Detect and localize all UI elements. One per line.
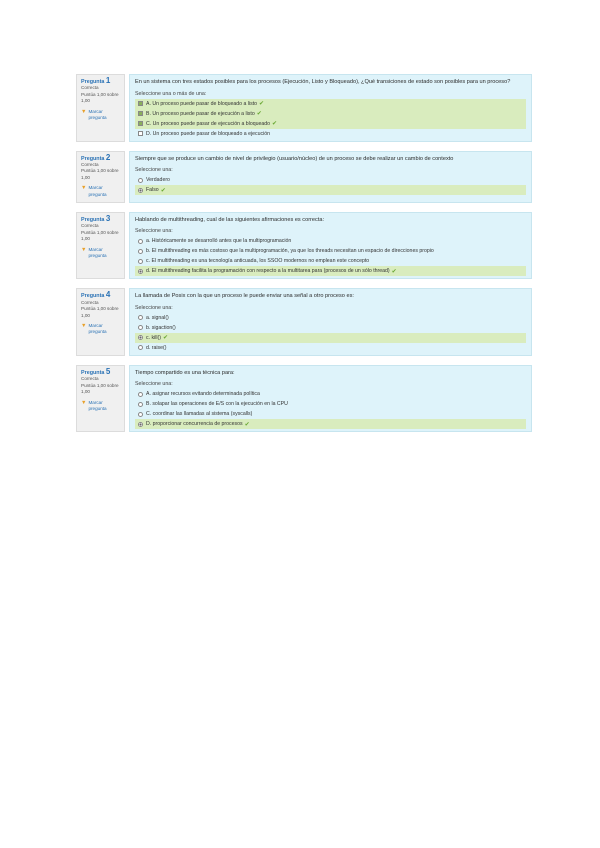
question-status: Correcta: [81, 85, 99, 91]
question-status: Correcta: [81, 223, 99, 229]
question-content: [129, 288, 532, 356]
answer-option[interactable]: [135, 175, 526, 185]
answer-radio[interactable]: [138, 178, 143, 183]
question-number: [81, 366, 121, 376]
answer-radio[interactable]: [138, 422, 143, 427]
answer-prompt: Seleccione una:: [135, 167, 173, 173]
answer-list: [135, 99, 526, 139]
answer-checkbox[interactable]: [138, 111, 143, 116]
question-number-value: 1: [105, 76, 111, 85]
answer-option[interactable]: [135, 236, 526, 246]
question-content: [129, 365, 532, 433]
flag-label: Marcar pregunta: [88, 185, 107, 197]
question-label: Pregunta: [81, 79, 105, 85]
flag-icon: ▼: [81, 108, 87, 115]
answer-text: B. solapar las operaciones de E/S con la ejecución en la CPU: [146, 401, 288, 408]
question-text: Hablando de multithreading, cual de las siguientes afirmaciones es correcta:: [135, 216, 325, 223]
question-number-value: 5: [105, 366, 111, 376]
answer-option[interactable]: [135, 333, 526, 343]
answer-radio[interactable]: [138, 315, 143, 320]
answer-text: a. Históricamente se desarrolló antes que la multiprogramación: [146, 238, 292, 245]
answer-option[interactable]: [135, 99, 526, 109]
answer-radio[interactable]: [138, 335, 143, 340]
answer-text: Verdadero: [146, 177, 170, 183]
answer-text: D. proporcionar concurrencia de procesos: [146, 421, 243, 428]
answer-prompt: Seleccione una:: [135, 304, 173, 311]
question-text: En un sistema con tres estados posibles para los procesos (Ejecución, Listo y Bloqueado), ¿Qué transiciones de estado son posibles para un proceso?: [135, 79, 511, 85]
question-score: Puntúa 1,00 sobre 1,00: [81, 382, 119, 395]
question-text: Siempre que se produce un cambio de nivel de privilegio (usuario/núcleo) de un proceso se debe realizar un cambio de contexto: [135, 155, 454, 162]
answer-text: B. Un proceso puede pasar de ejecución a listo: [146, 110, 255, 117]
question-content: [129, 212, 532, 280]
answer-radio[interactable]: [138, 188, 143, 193]
question-score: Puntúa 1,00 sobre 1,00: [81, 91, 119, 104]
answer-radio[interactable]: [138, 259, 143, 264]
flag-question-link[interactable]: [81, 109, 121, 122]
flag-icon: ▼: [81, 185, 87, 192]
answer-text: a. signal(): [146, 314, 169, 321]
answer-option[interactable]: [135, 256, 526, 266]
answer-text: d. El multithreading facilita la programación con respecto a la multitarea para (procesos de un sólo thread): [146, 268, 390, 275]
flag-question-link[interactable]: [81, 400, 121, 413]
flag-label: Marcar pregunta: [88, 323, 107, 335]
answer-text: C. Un proceso puede pasar de ejecución a bloqueado: [146, 120, 271, 127]
answer-option[interactable]: [135, 246, 526, 256]
answer-radio[interactable]: [138, 345, 143, 350]
answer-text: C. coordinar las llamadas al sistema (syscalls): [146, 411, 253, 418]
answer-text: D. Un proceso puede pasar de bloqueado a ejecución: [146, 130, 271, 137]
answer-prompt: Seleccione una o más de una:: [135, 90, 207, 97]
question-score: Puntúa 1,00 sobre 1,00: [81, 306, 119, 318]
check-icon: ✔: [244, 421, 250, 428]
question-label: Pregunta: [81, 155, 105, 162]
flag-icon: ▼: [81, 246, 87, 253]
question-block: [76, 365, 532, 433]
question-info: [76, 212, 125, 280]
answer-text: b. sigaction(): [146, 324, 176, 331]
answer-prompt: Seleccione una:: [135, 228, 173, 235]
answer-list: [135, 313, 526, 353]
answer-checkbox[interactable]: [138, 121, 143, 126]
question-block: [76, 74, 532, 142]
question-block: [76, 288, 532, 356]
answer-prompt: Seleccione una:: [135, 381, 173, 388]
question-label: Pregunta: [81, 293, 105, 300]
question-status: Correcta: [81, 376, 99, 382]
answer-text: Falso: [146, 187, 159, 193]
answer-text: A. asignar recursos evitando determinada política: [146, 391, 260, 398]
quiz-review: [76, 74, 532, 441]
flag-label: Marcar pregunta: [88, 246, 107, 258]
question-score: Puntúa 1,00 sobre 1,00: [81, 168, 119, 180]
answer-checkbox[interactable]: [138, 131, 143, 136]
question-number: [81, 152, 121, 162]
question-text: La llamada de Posix con la que un proceso le puede enviar una señal a otro proceso es:: [135, 293, 354, 300]
answer-radio[interactable]: [138, 412, 143, 417]
answer-radio[interactable]: [138, 392, 143, 397]
question-score: Puntúa 1,00 sobre 1,00: [81, 229, 119, 242]
answer-checkbox[interactable]: [138, 101, 143, 106]
question-info: [76, 365, 125, 433]
answer-option[interactable]: [135, 266, 526, 276]
question-info: [76, 288, 125, 356]
check-icon: ✔: [162, 335, 169, 342]
question-label: Pregunta: [81, 216, 105, 223]
check-icon: ✔: [259, 101, 265, 107]
answer-list: [135, 389, 526, 429]
question-text: Tiempo compartido es una técnica para:: [135, 369, 235, 376]
flag-question-link[interactable]: [81, 247, 121, 260]
question-block: [76, 212, 532, 280]
flag-icon: ▼: [81, 323, 87, 330]
answer-list: [135, 236, 526, 276]
question-block: [76, 151, 532, 203]
answer-option[interactable]: [135, 119, 526, 129]
question-content: [129, 151, 532, 203]
answer-text: c. kill(): [146, 334, 161, 341]
answer-list: [135, 175, 526, 195]
answer-radio[interactable]: [138, 269, 143, 274]
answer-option[interactable]: [135, 109, 526, 119]
answer-text: A. Un proceso puede pasar de bloqueado a listo: [146, 100, 258, 107]
answer-radio[interactable]: [138, 239, 143, 244]
question-status: Correcta: [81, 161, 99, 167]
question-number-value: 2: [105, 152, 111, 162]
answer-text: c. El multithreading es una tecnología anticuada, los SSOO modernos no emplean este concepto: [146, 258, 370, 265]
answer-option[interactable]: [135, 185, 526, 195]
question-info: [76, 74, 125, 142]
question-content: [129, 74, 532, 142]
check-icon: ✔: [272, 121, 278, 127]
question-number: [81, 78, 121, 85]
answer-text: b. El multithreading es más costoso que la multiprogramación, ya que los threads necesitan un espacio de direcciones propio: [146, 248, 434, 255]
question-number-value: 4: [105, 290, 111, 300]
answer-option[interactable]: [135, 389, 526, 399]
question-number-value: 3: [105, 213, 111, 223]
question-label: Pregunta: [81, 369, 105, 376]
check-icon: ✔: [160, 187, 166, 194]
flag-question-link[interactable]: [81, 323, 121, 336]
answer-option[interactable]: [135, 343, 526, 353]
flag-label: Marcar pregunta: [88, 108, 107, 121]
flag-label: Marcar pregunta: [88, 399, 107, 411]
answer-text: d. raise(): [146, 344, 167, 351]
answer-option[interactable]: [135, 323, 526, 333]
flag-icon: ▼: [81, 399, 87, 406]
answer-option[interactable]: [135, 399, 526, 409]
check-icon: ✔: [391, 268, 397, 275]
question-number: [81, 213, 121, 223]
question-status: Correcta: [81, 299, 99, 305]
answer-option[interactable]: [135, 129, 526, 139]
answer-radio[interactable]: [138, 402, 143, 407]
answer-radio[interactable]: [138, 325, 143, 330]
answer-option[interactable]: [135, 313, 526, 323]
answer-radio[interactable]: [138, 249, 143, 254]
answer-option[interactable]: [135, 409, 526, 419]
question-info: [76, 151, 125, 203]
question-number: [81, 292, 121, 299]
check-icon: ✔: [256, 111, 262, 117]
flag-question-link[interactable]: [81, 185, 121, 198]
answer-option[interactable]: [135, 419, 526, 429]
